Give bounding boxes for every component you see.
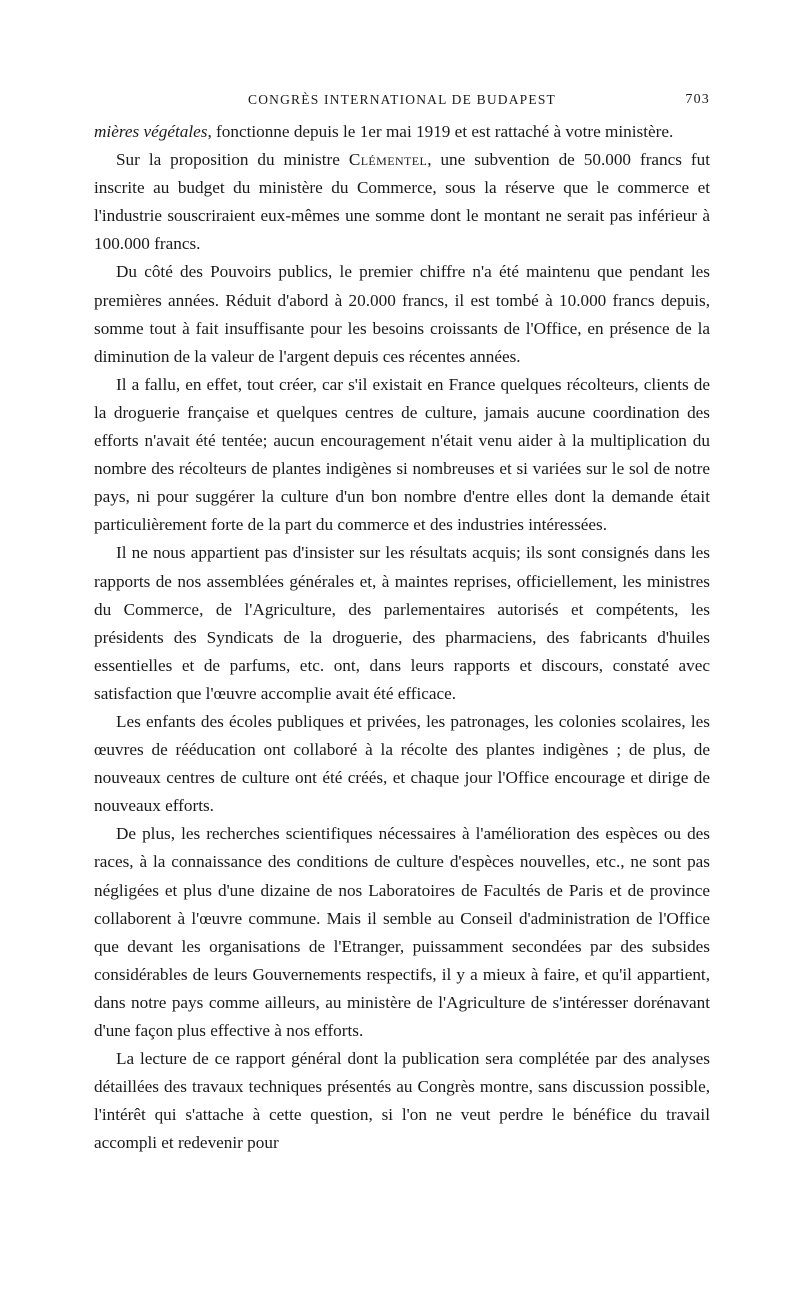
paragraph-text: , une subvention de 50.000 francs fut inscrite au budget du ministère du Commerce, sous la réserve que le commerce et l'industrie souscriraient eux-mêmes une somme dont le montant ne serait pas inférieur à 100.000 francs. — [94, 150, 710, 254]
book-page — [94, 90, 710, 1157]
running-head — [94, 90, 710, 114]
italic-fragment: mières végétales — [94, 122, 208, 141]
running-title: CONGRÈS INTERNATIONAL DE BUDAPEST — [248, 92, 556, 107]
paragraph-text: , fonctionne depuis le 1er mai 1919 et est rattaché à votre ministère. — [207, 122, 674, 141]
paragraph-text: Sur la proposition du ministre — [116, 150, 349, 170]
paragraph: La lecture de ce rapport général dont la publication sera complétée par des analyses détaillées des travaux techniques présentés au Congrès montre, sans discussion possible, l'intérêt qui s'attache à cette question, si l'on ne veut perdre le bénéfice du travail accompli et redevenir pour — [94, 1049, 710, 1153]
page-number: 703 — [685, 92, 710, 107]
paragraph: Les enfants des écoles publiques et privées, les patronages, les colonies scolaires, les œuvres de rééducation ont collaboré à la récolte des plantes indigènes ; de plus, de nouveaux centres de culture ont été créés, et chaque jour l'Office encourage et dirige de nouveaux efforts. — [94, 711, 710, 816]
paragraph — [94, 146, 710, 258]
paragraph-continuation — [94, 118, 710, 146]
paragraph: Du côté des Pouvoirs publics, le premier chiffre n'a été maintenu que pendant les premières années. Réduit d'abord à 20.000 francs, il est tombé à 10.000 francs depuis, somme tout à fait insuffisante pour les besoins croissants de l'Office, en présence de la diminution de la valeur de l'argent depuis ces récentes années. — [94, 262, 710, 366]
paragraph: De plus, les recherches scientifiques nécessaires à l'amélioration des espèces ou des races, à la connaissance des conditions de culture d'espèces nouvelles, etc., ne sont pas négligées et plus d'une dizaine de nos Laboratoires de Facultés de Paris et de province collaborent à l'œuvre commune. Mais il semble au Conseil d'administration de l'Office que devant les organisations de l'Etranger, puissamment secondées par des subsides considérables de leurs Gouvernements respectifs, il y a mieux à faire, et qu'il appartient, dans notre pays comme ailleurs, au ministère de l'Agriculture de s'intéresser dorénavant d'une façon plus effective à nos efforts. — [94, 824, 710, 1040]
body-text — [94, 118, 710, 1157]
paragraph: Il a fallu, en effet, tout créer, car s'il existait en France quelques récolteurs, clients de la droguerie française et quelques centres de culture, jamais aucune coordination des efforts n'avait été tentée; aucun encouragement n'était venu aider à la multiplication du nombre des récolteurs de plantes indigènes si nombreuses et si variées sur le sol de notre pays, ni pour suggérer la culture d'un bon nombre d'entre elles dont la demande était particulièrement forte de la part du commerce et des industries intéressées. — [94, 374, 710, 535]
minister-name: Clémentel — [348, 150, 428, 170]
paragraph: Il ne nous appartient pas d'insister sur les résultats acquis; ils sont consignés dans les rapports de nos assemblées générales et, à maintes reprises, officiellement, les ministres du Commerce, de l'Agriculture, des parlementaires autorisés et compétents, les présidents des Syndicats de la droguerie, des pharmaciens, des fabricants d'huiles essentielles et de parfums, etc. ont, dans leurs rapports et discours, constaté avec satisfaction que l'œuvre accomplie avait été efficace. — [94, 543, 710, 703]
